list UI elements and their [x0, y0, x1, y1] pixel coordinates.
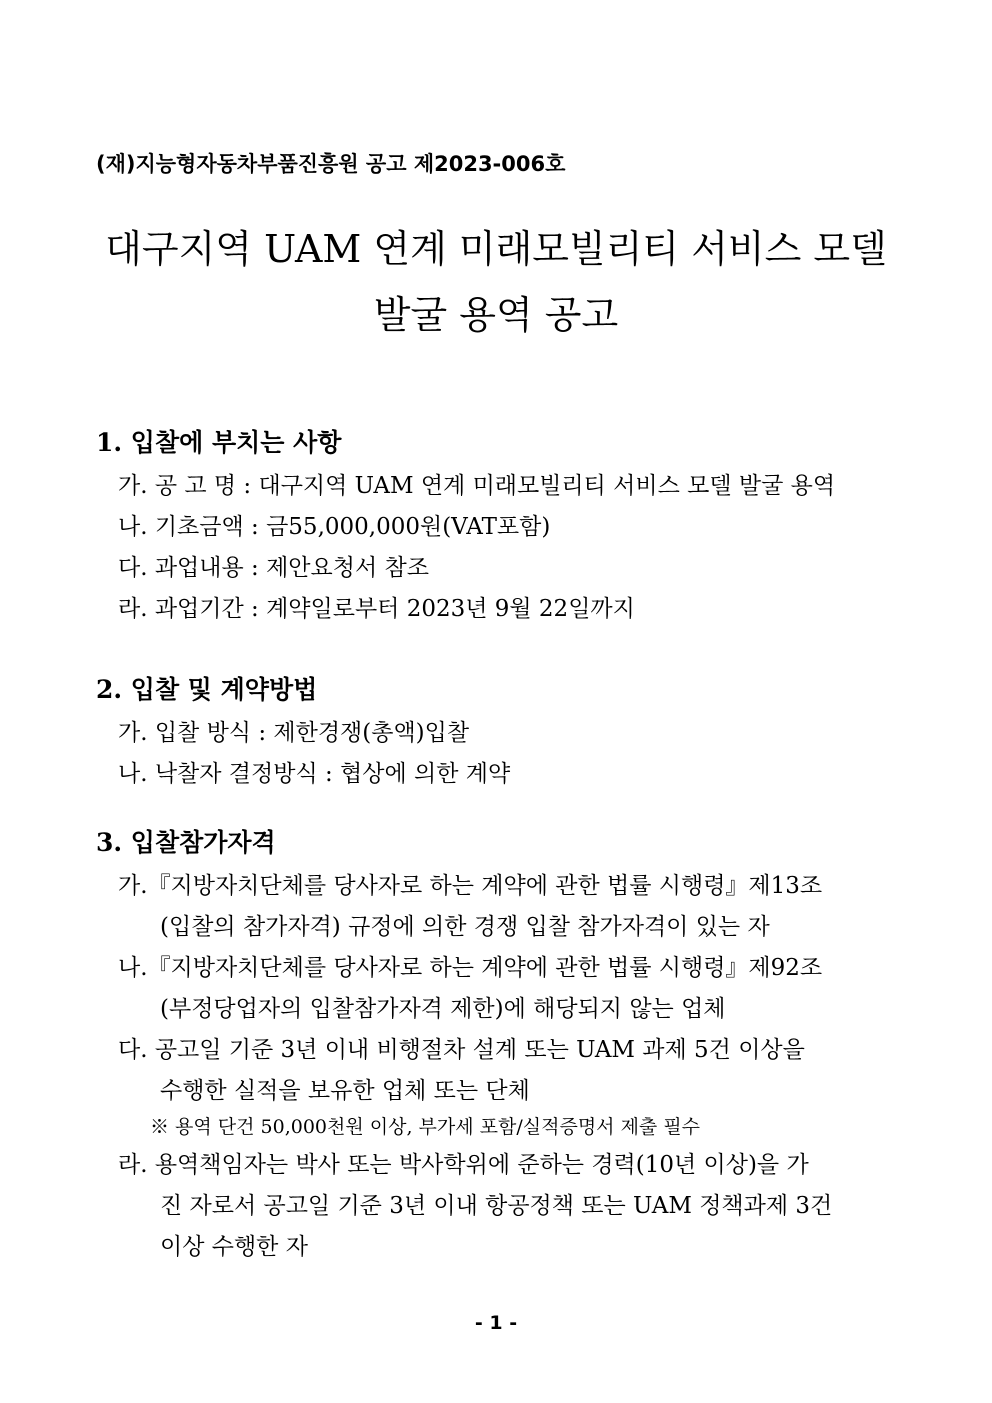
title-line-1: 대구지역 UAM 연계 미래모빌리티 서비스 모델 — [105, 227, 887, 271]
section-1-item-ra: 라. 과업기간 : 계약일로부터 2023년 9월 22일까지 — [118, 596, 635, 622]
section-3-item-da-note: ※ 용역 단건 50,000천원 이상, 부가세 포함/실적증명서 제출 필수 — [150, 1116, 701, 1138]
section-2-heading: 2. 입찰 및 계약방법 — [96, 675, 318, 704]
section-3-item-na-line1: 나.『지방자치단체를 당사자로 하는 계약에 관한 법률 시행령』제92조 — [118, 955, 823, 981]
section-3-heading: 3. 입찰참가자격 — [96, 828, 276, 857]
section-1-heading: 1. 입찰에 부치는 사항 — [96, 428, 342, 457]
section-3-item-ra-line2: 진 자로서 공고일 기준 3년 이내 항공정책 또는 UAM 정책과제 3건 — [160, 1193, 833, 1219]
section-3-item-ra-line1: 라. 용역책임자는 박사 또는 박사학위에 준하는 경력(10년 이상)을 가 — [118, 1152, 809, 1178]
section-1-item-na: 나. 기초금액 : 금55,000,000원(VAT포함) — [118, 514, 551, 540]
section-3-item-ga-line2: (입찰의 참가자격) 규정에 의한 경쟁 입찰 참가자격이 있는 자 — [160, 914, 770, 940]
section-1-item-da: 다. 과업내용 : 제안요청서 참조 — [118, 555, 429, 581]
section-3-item-ra-line3: 이상 수행한 자 — [160, 1234, 308, 1260]
section-3-item-ga-line1: 가.『지방자치단체를 당사자로 하는 계약에 관한 법률 시행령』제13조 — [118, 873, 823, 899]
section-3-item-da-line2: 수행한 실적을 보유한 업체 또는 단체 — [160, 1078, 530, 1104]
page-number: - 1 - — [474, 1312, 518, 1334]
notice-number: (재)지능형자동차부품진흥원 공고 제2023-006호 — [96, 152, 566, 176]
section-2-item-na: 나. 낙찰자 결정방식 : 협상에 의한 계약 — [118, 761, 511, 787]
section-3-item-da-line1: 다. 공고일 기준 3년 이내 비행절차 설계 또는 UAM 과제 5건 이상을 — [118, 1037, 805, 1063]
section-3-item-na-line2: (부정당업자의 입찰참가자격 제한)에 해당되지 않는 업체 — [160, 996, 726, 1022]
section-2-item-ga: 가. 입찰 방식 : 제한경쟁(총액)입찰 — [118, 720, 470, 746]
title-line-2: 발굴 용역 공고 — [373, 293, 619, 337]
section-1-item-ga: 가. 공 고 명 : 대구지역 UAM 연계 미래모빌리티 서비스 모델 발굴 용역 — [118, 473, 836, 499]
